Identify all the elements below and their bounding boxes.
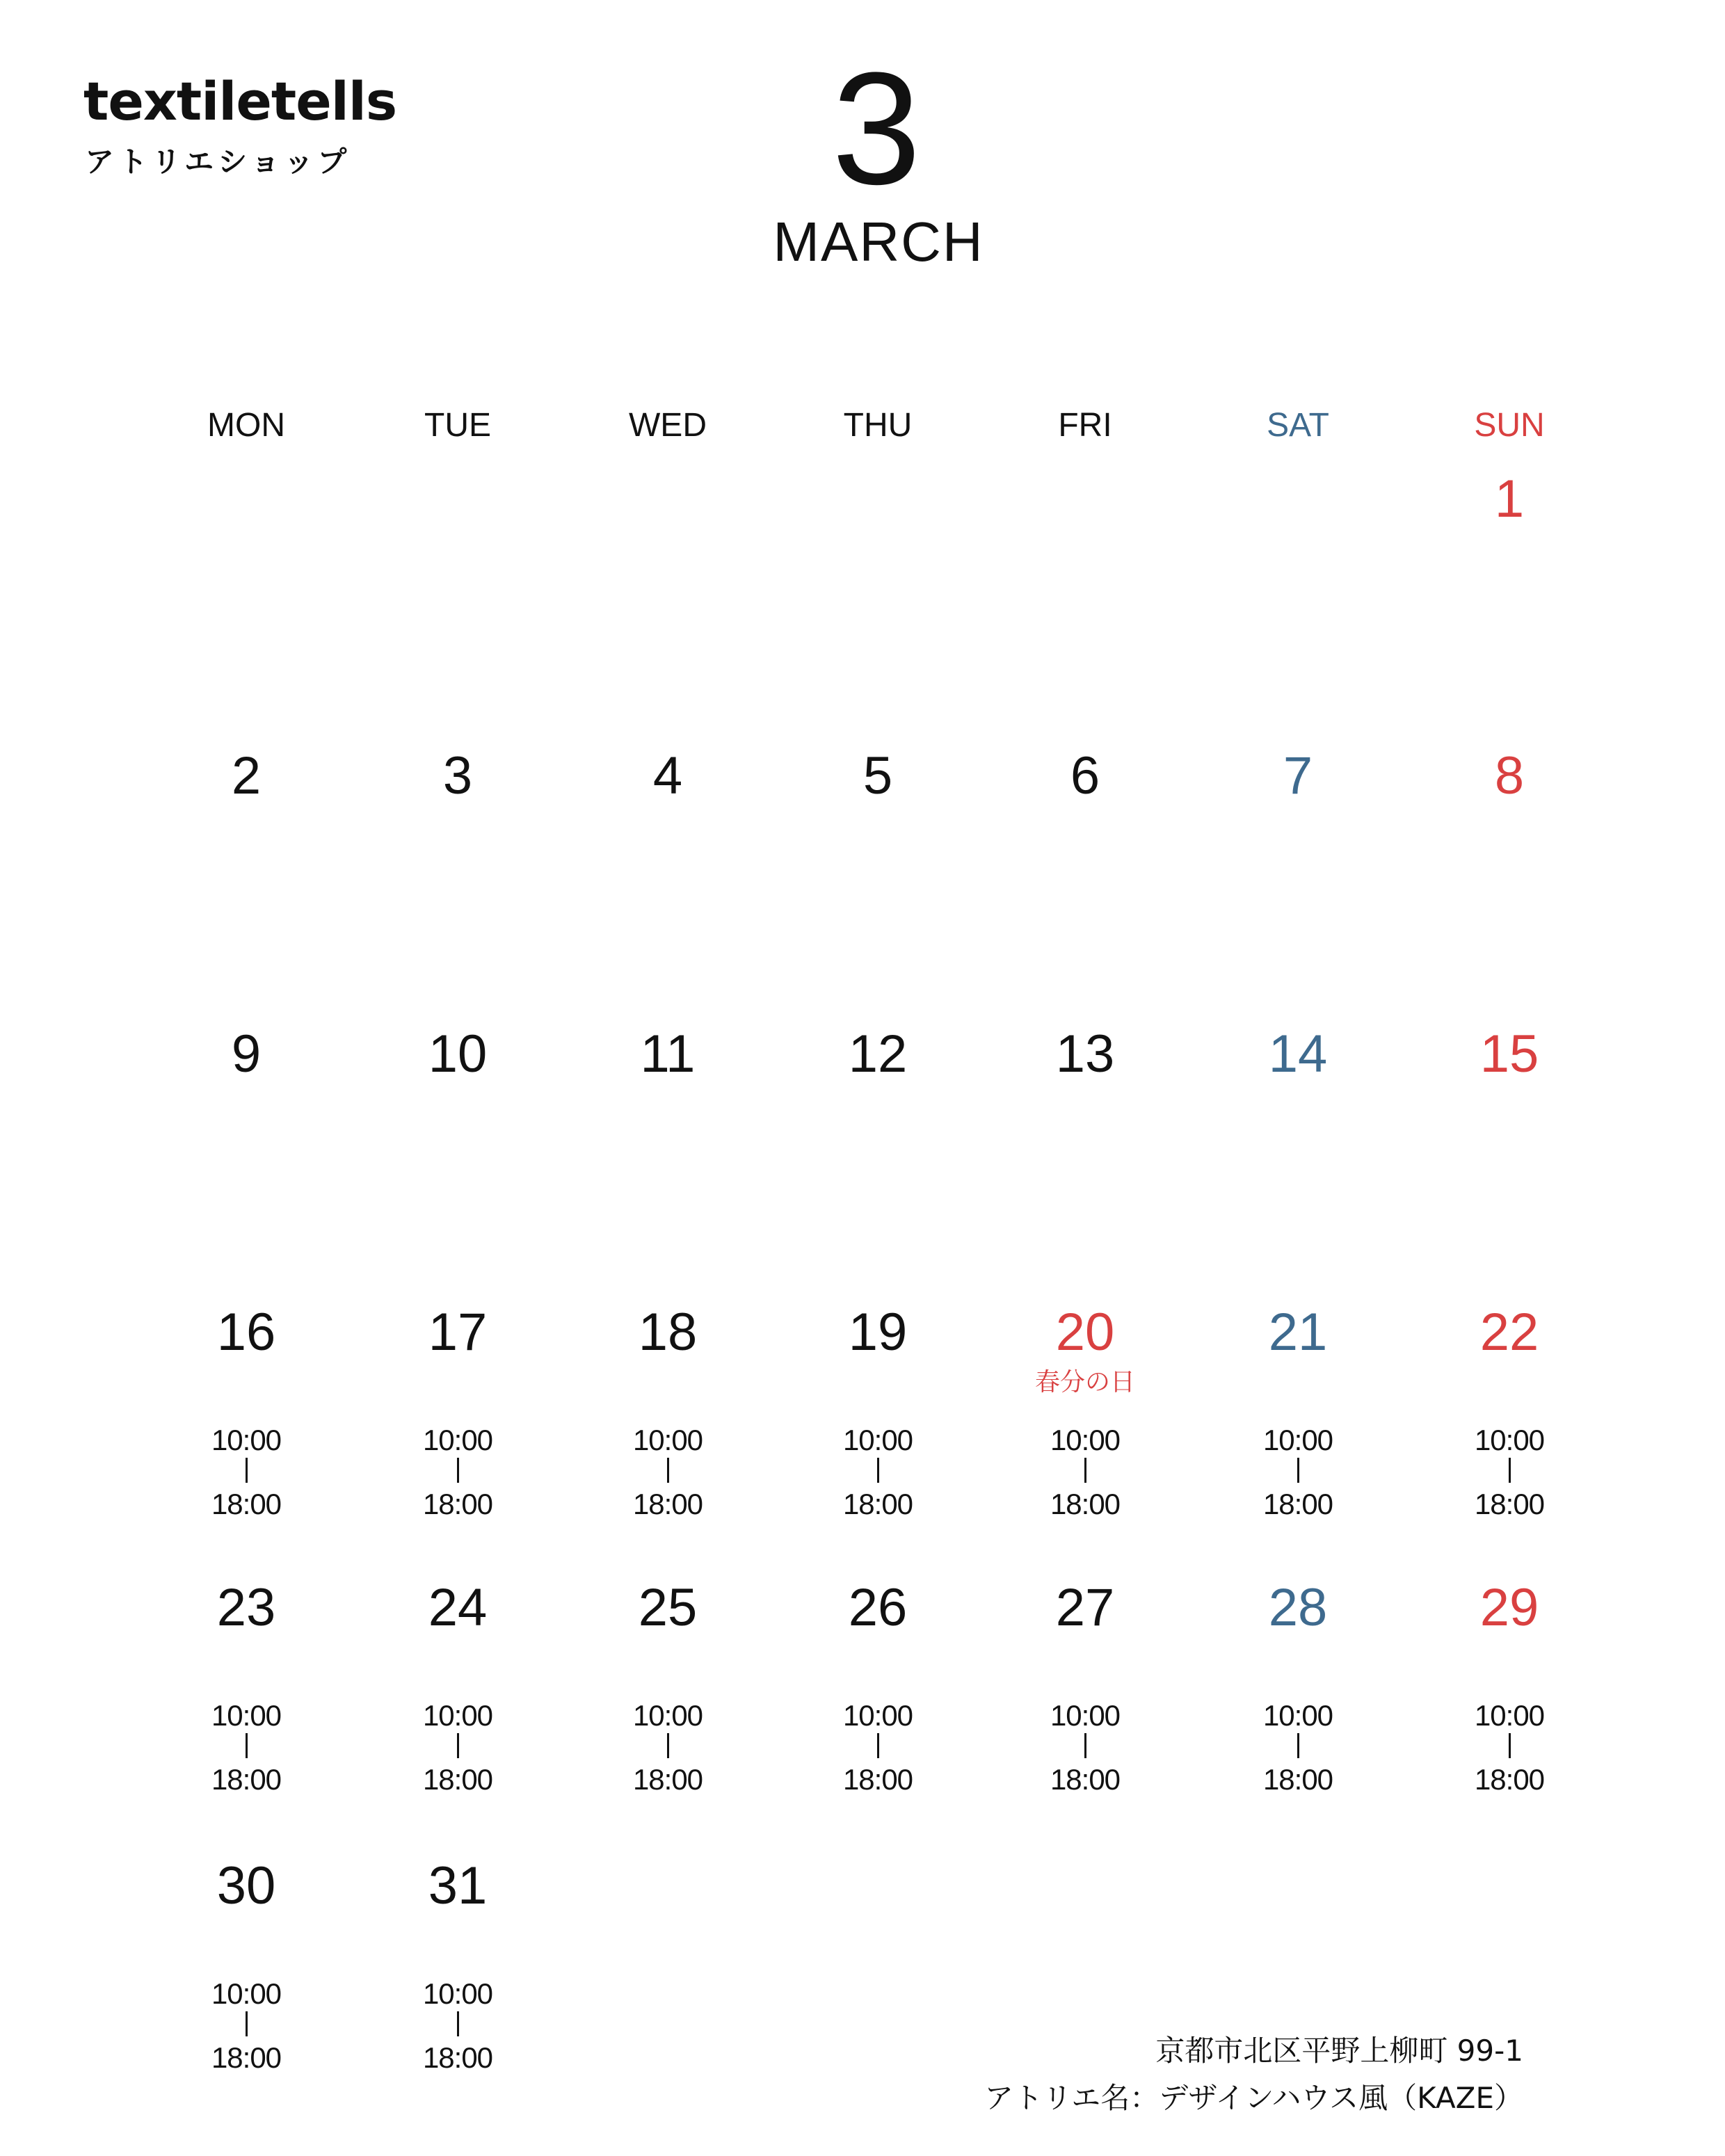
hours-separator [246,1458,248,1483]
day-number: 18 [638,1303,698,1362]
closing-time: 18:00 [211,1763,282,1796]
brand-subtitle: アトリエショップ [85,145,351,179]
opening-time: 10:00 [842,1699,913,1732]
closing-time: 18:00 [422,1488,493,1520]
closing-time: 18:00 [211,2041,282,2074]
day-number: 14 [1268,1024,1328,1084]
hours-separator [246,2011,248,2036]
day-number: 26 [848,1578,908,1637]
weekday-header-wed: WED [629,407,707,444]
hours-separator [1084,1733,1086,1758]
day-number: 21 [1268,1303,1328,1362]
day-number: 7 [1283,746,1313,805]
footer-address: 京都市北区平野上柳町 99-1 [1155,2034,1523,2068]
day-number: 16 [216,1303,276,1362]
opening-time: 10:00 [422,1977,493,2010]
weekday-header-fri: FRI [1058,407,1112,444]
holiday-label: 春分の日 [1034,1368,1135,1397]
day-number: 20 [1055,1303,1115,1362]
hours-separator [1084,1458,1086,1483]
closing-time: 18:00 [1474,1488,1545,1520]
opening-time: 10:00 [211,1699,282,1732]
closing-time: 18:00 [422,1763,493,1796]
day-number: 30 [216,1856,276,1915]
hours-separator [1509,1458,1511,1483]
closing-time: 18:00 [842,1763,913,1796]
hours-separator [667,1733,669,1758]
weekday-header-mon: MON [207,407,285,444]
day-number: 25 [638,1578,698,1637]
day-number: 24 [428,1578,488,1637]
opening-time: 10:00 [211,1977,282,2010]
month-number: 3 [832,39,921,218]
closing-time: 18:00 [632,1763,703,1796]
day-number: 5 [862,746,893,805]
day-number: 31 [428,1856,488,1915]
opening-time: 10:00 [1050,1699,1121,1732]
day-number: 3 [442,746,473,805]
opening-time: 10:00 [842,1424,913,1456]
opening-time: 10:00 [632,1699,703,1732]
closing-time: 18:00 [211,1488,282,1520]
brand-logo: textiletells [83,70,397,132]
opening-time: 10:00 [1474,1424,1545,1456]
hours-separator [1509,1733,1511,1758]
month-name: MARCH [773,211,984,273]
day-number: 28 [1268,1578,1328,1637]
hours-separator [246,1733,248,1758]
opening-time: 10:00 [1262,1699,1333,1732]
day-number: 15 [1479,1024,1539,1084]
day-number: 29 [1479,1578,1539,1637]
opening-time: 10:00 [211,1424,282,1456]
day-number: 19 [848,1303,908,1362]
hours-separator [1297,1458,1299,1483]
closing-time: 18:00 [1262,1488,1333,1520]
day-number: 11 [640,1024,696,1084]
hours-separator [457,1733,459,1758]
opening-time: 10:00 [422,1699,493,1732]
day-number: 1 [1494,469,1525,529]
weekday-header-sat: SAT [1267,407,1329,444]
day-number: 9 [231,1024,262,1084]
opening-time: 10:00 [632,1424,703,1456]
day-number: 8 [1494,746,1525,805]
closing-time: 18:00 [1050,1763,1121,1796]
day-number: 13 [1055,1024,1115,1084]
day-number: 22 [1479,1303,1539,1362]
hours-separator [457,2011,459,2036]
closing-time: 18:00 [422,2041,493,2074]
opening-time: 10:00 [1262,1424,1333,1456]
weekday-header-thu: THU [843,407,913,444]
day-number: 23 [216,1578,276,1637]
day-number: 10 [428,1024,488,1084]
opening-time: 10:00 [1474,1699,1545,1732]
hours-separator [667,1458,669,1483]
day-number: 4 [652,746,683,805]
weekday-header-sun: SUN [1474,407,1545,444]
closing-time: 18:00 [1262,1763,1333,1796]
footer-atelier: アトリエ名：デザインハウス風（KAZE） [984,2081,1523,2115]
day-number: 27 [1055,1578,1115,1637]
opening-time: 10:00 [422,1424,493,1456]
day-number: 6 [1070,746,1100,805]
closing-time: 18:00 [632,1488,703,1520]
opening-time: 10:00 [1050,1424,1121,1456]
weekday-header-tue: TUE [424,407,491,444]
hours-separator [877,1458,879,1483]
hours-separator [457,1458,459,1483]
day-number: 12 [848,1024,908,1084]
day-number: 17 [428,1303,488,1362]
closing-time: 18:00 [1474,1763,1545,1796]
hours-separator [1297,1733,1299,1758]
closing-time: 18:00 [842,1488,913,1520]
day-number: 2 [231,746,262,805]
hours-separator [877,1733,879,1758]
closing-time: 18:00 [1050,1488,1121,1520]
